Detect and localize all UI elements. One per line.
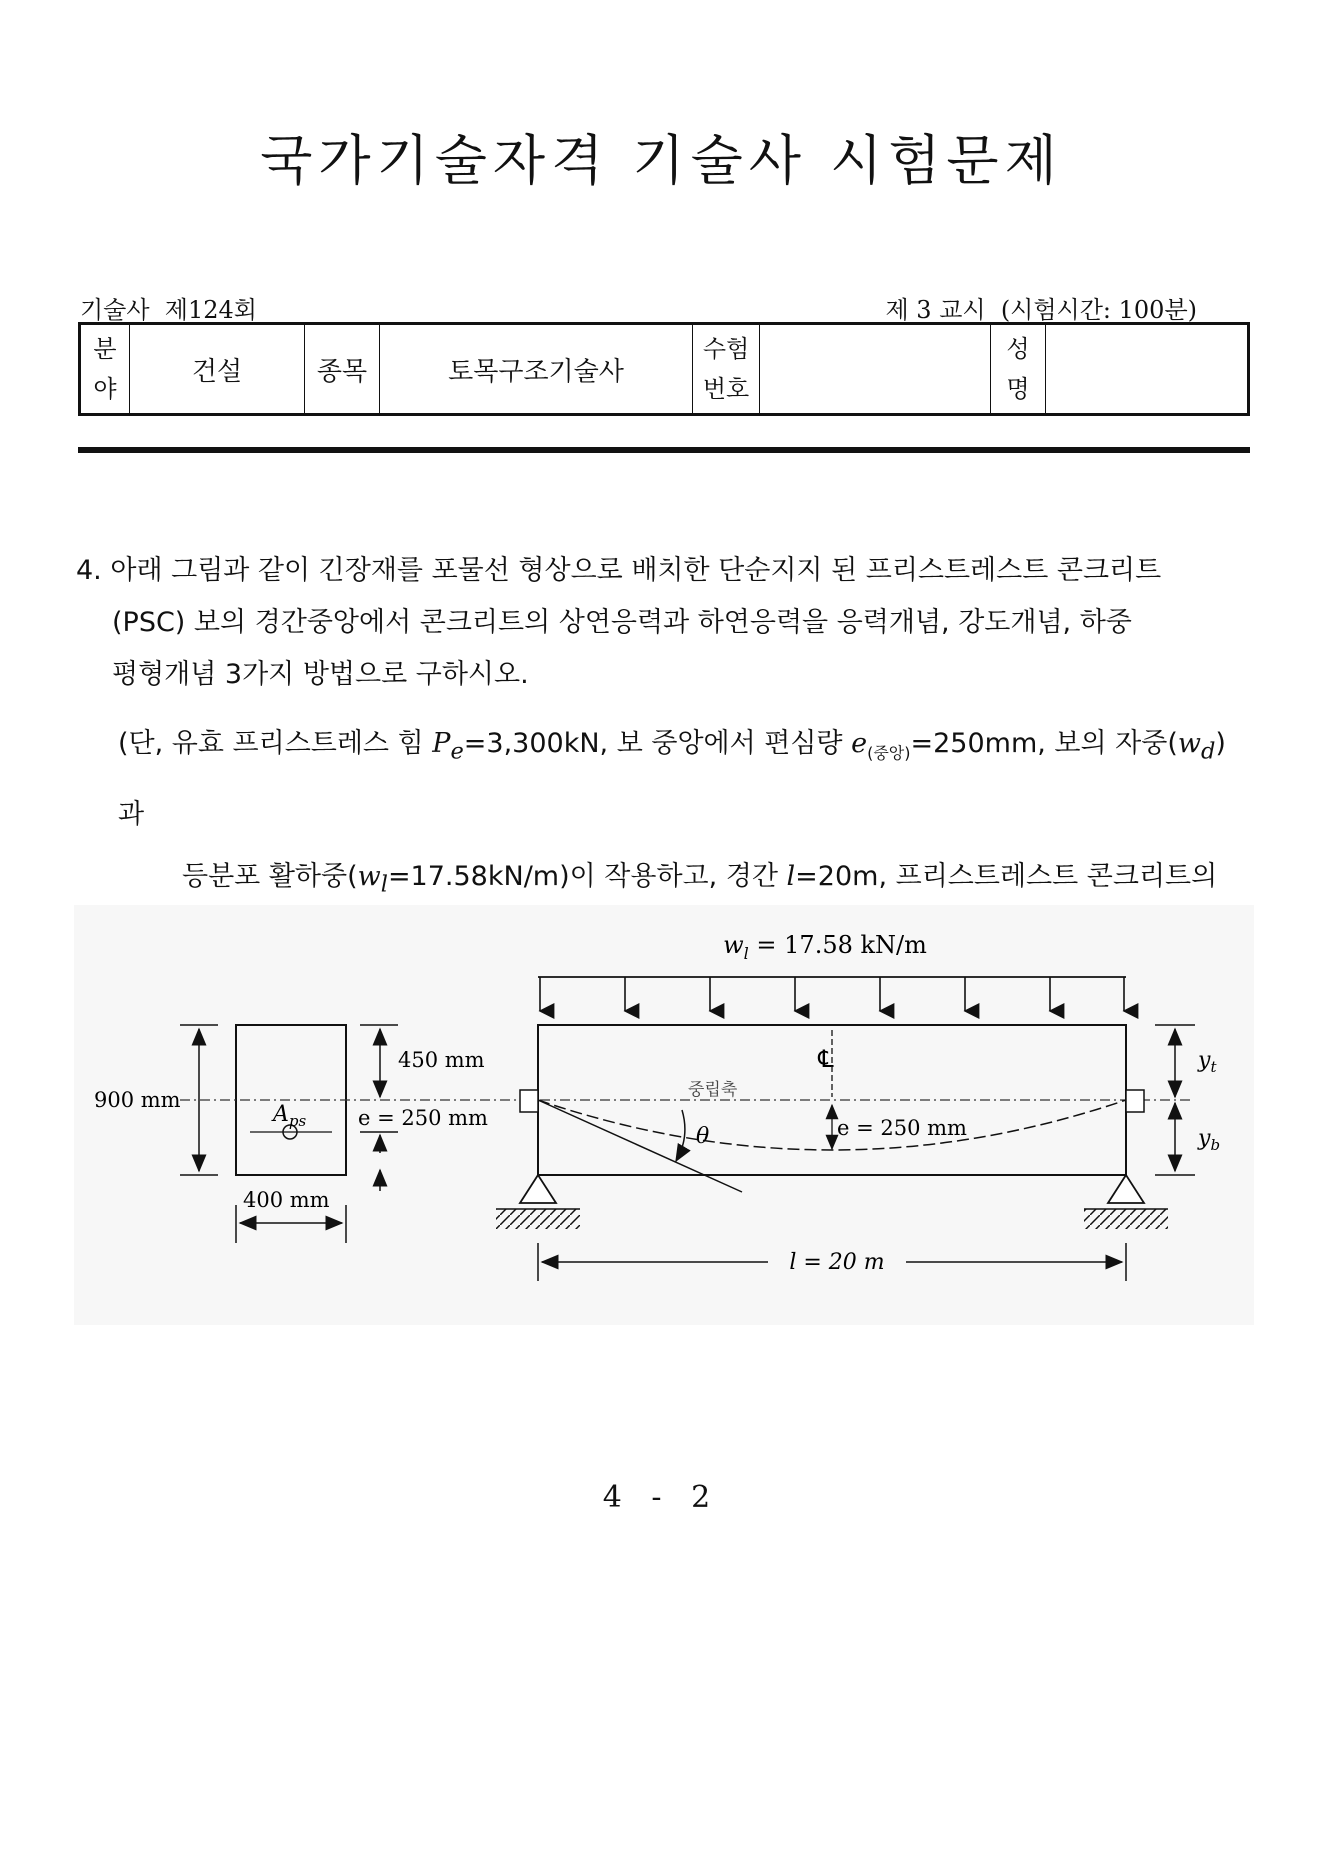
- note-text: =20m, 프리스트레스트 콘크리트의: [795, 861, 1218, 893]
- note-text: =17.58kN/m)이 작용하고, 경간: [387, 861, 787, 893]
- psc-beam-figure: [0, 905, 1323, 1335]
- name-label-line2: 명: [1006, 375, 1030, 403]
- note-symbol: P: [432, 728, 451, 759]
- yt-label: $y_t$: [1198, 1048, 1217, 1076]
- theta-label: θ: [696, 1124, 710, 1149]
- category-value: 토목구조기술사: [380, 324, 693, 415]
- note-symbol: e: [851, 728, 868, 759]
- anchor-right: [1126, 1090, 1144, 1112]
- page-number: 4 - 2: [602, 1480, 721, 1515]
- field-value: 건설: [130, 324, 305, 415]
- question-line-3: 평형개념 3가지 방법으로 구하시오.: [112, 659, 529, 690]
- section-height-label: 900 mm: [94, 1088, 181, 1112]
- page-title: 국가기술자격 기술사 시험문제: [260, 129, 1063, 192]
- yb-label: $y_b$: [1198, 1126, 1221, 1154]
- field-label: [80, 324, 130, 415]
- exam-no-label-line2: 번호: [702, 375, 750, 403]
- name-label: [991, 324, 1046, 415]
- neutral-axis-label: 중립축: [688, 1080, 738, 1100]
- field-label-line2: 야: [93, 375, 117, 403]
- question-number: 4.: [76, 555, 102, 586]
- note-symbol: w: [357, 861, 381, 893]
- note-subscript: (중앙): [867, 743, 911, 763]
- section-width-label: 400 mm: [243, 1188, 330, 1212]
- note-text: )과: [118, 728, 1226, 831]
- note-text: =3,300kN, 보 중앙에서 편심량: [463, 728, 852, 759]
- ground-hatch-right: [1084, 1209, 1168, 1229]
- header-divider: [78, 447, 1250, 453]
- note-subscript: e: [450, 738, 464, 765]
- section-ecc-label: e = 250 mm: [358, 1106, 488, 1130]
- note-line-1: [118, 713, 1252, 846]
- exam-no-label-line1: 수험: [702, 335, 750, 363]
- note-symbol: l: [786, 861, 796, 893]
- aps-label: $A_{ps}$: [273, 1102, 307, 1130]
- span-label: l = 20 m: [789, 1250, 885, 1275]
- exam-info-table: [78, 322, 1250, 416]
- note-text: =250mm, 보의 자중(: [910, 728, 1178, 759]
- note-subscript: l: [380, 871, 388, 898]
- midspan-ecc-label: e = 250 mm: [837, 1116, 967, 1140]
- exam-no-field[interactable]: [760, 324, 991, 415]
- exam-round: 기술사 제124회: [80, 296, 257, 324]
- category-label: 종목: [305, 324, 380, 415]
- name-field[interactable]: [1046, 324, 1249, 415]
- section-top-label: 450 mm: [398, 1048, 485, 1072]
- note-text: 등분포 활하중(: [182, 861, 358, 893]
- note-symbol: w: [1177, 728, 1201, 759]
- question-line-2: (PSC) 보의 경간중앙에서 콘크리트의 상연응력과 하연응력을 응력개념, 강도개념, 하중: [112, 607, 1132, 638]
- load-label: $w_l = 17.58$ kN/m: [723, 931, 927, 963]
- note-text: (단, 유효 프리스트레스 힘: [118, 728, 433, 759]
- anchor-left: [520, 1090, 538, 1112]
- exam-session: 제 3 교시 (시험시간: 100분): [885, 296, 1197, 324]
- note-subscript: d: [1201, 738, 1216, 765]
- exam-no-label: [693, 324, 760, 415]
- question-line-1: [76, 545, 1252, 597]
- name-label-line1: 성: [1006, 335, 1030, 363]
- question-line-1-text: 아래 그림과 같이 긴장재를 포물선 형상으로 배치한 단순지지 된 프리스트레스트 콘크리트: [110, 555, 1162, 586]
- ground-hatch-left: [496, 1209, 580, 1229]
- question-text: [76, 545, 1252, 701]
- field-label-line1: 분: [93, 335, 117, 363]
- centerline-symbol: ℄: [818, 1045, 834, 1073]
